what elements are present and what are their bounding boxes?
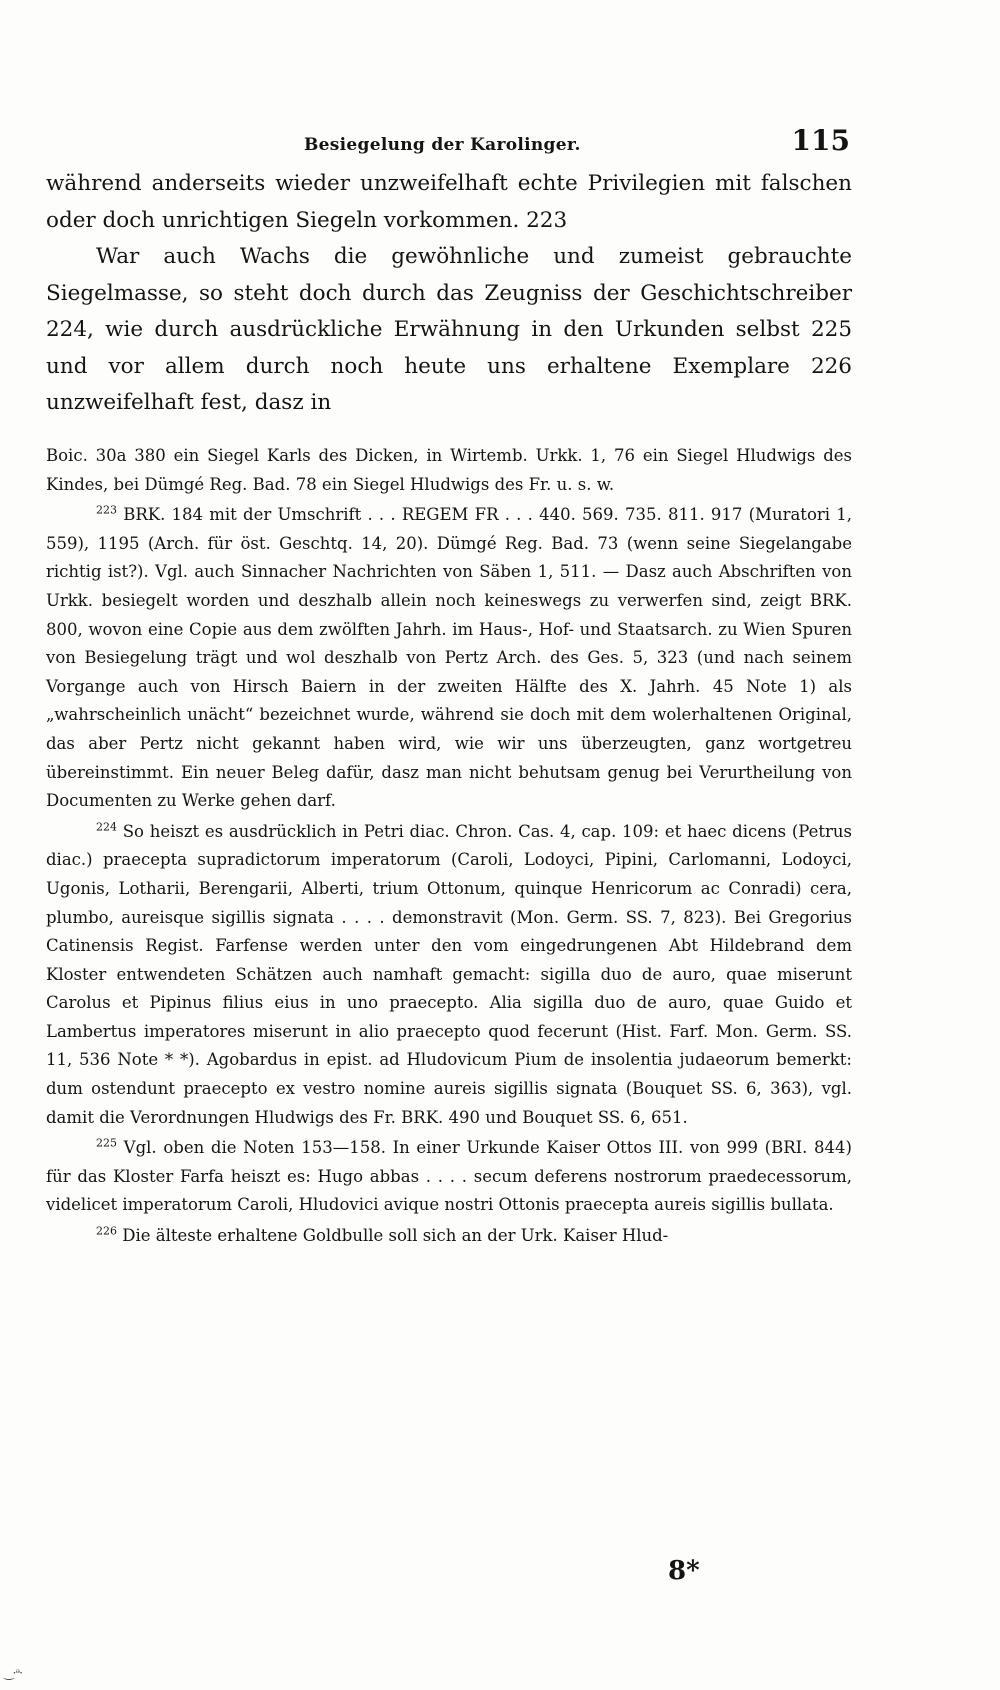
footnote-marker: 226 <box>96 1224 117 1238</box>
footnotes <box>46 442 852 1253</box>
body-paragraph: während anderseits wieder unzweifelhaft echte Privilegien mit falschen oder doch unrichtigen Siegeln vorkommen. 223 <box>46 171 852 233</box>
footnote-text: Die älteste erhaltene Goldbulle soll sich an der Urk. Kaiser Hlud- <box>122 1226 669 1246</box>
footnote-text: BRK. 184 mit der Umschrift . . . REGEM FR . . . 440. 569. 735. 811. 917 (Muratori 1, 559), 1195 (Arch. für öst. Geschtq. 14, 20). Dümgé Reg. Bad. 73 (wenn seine Siegelangabe richtig ist?). Vgl. auch Sinnacher Nachrichten von Säben 1, 511. — Dasz auch Abschriften von Urkk. besiegelt worden und deszhalb allein noch keineswegs zu verwerfen sind, zeigt BRK. 800, wovon eine Copie aus dem zwölften Jahrh. im Haus-, Hof- und Staatsarch. zu Wien Spuren von Besiegelung trägt und wol deszhalb von Pertz Arch. des Ges. 5, 323 (und nach seinem Vorgange auch von Hirsch Baiern in der zweiten Hälfte des X. Jahrh. 45 Note 1) als „wahrscheinlich unächt“ bezeichnet wurde, während sie doch mit dem wolerhaltenen Original, das aber Pertz nicht gekannt haben wird, wie wir uns überzeugten, ganz wortgetreu übereinstimmt. Ein neuer Beleg dafür, dasz man nicht behutsam genug bei Verurtheilung von Documenten zu Werke gehen darf. <box>46 505 852 811</box>
footnote-223 <box>46 501 852 816</box>
footnote-226 <box>46 1222 852 1251</box>
page-number: 115 <box>791 124 850 157</box>
footnote-225 <box>46 1134 852 1220</box>
running-title: Besiegelung der Karolinger. <box>304 135 581 155</box>
footnote-224 <box>46 818 852 1133</box>
footnote-marker: 225 <box>96 1136 117 1150</box>
body-paragraph: War auch Wachs die gewöhnliche und zumeist gebrauchte Siegelmasse, so steht doch durch das Zeugniss der Geschichtschreiber 224, wie durch ausdrückliche Erwähnung in den Urkunden selbst 225 und vor allem durch noch heute uns erhaltene Exemplare 226 unzweifelhaft fest, dasz in <box>46 244 852 415</box>
signature-mark: 8* <box>668 1556 700 1586</box>
footnote-continued: Boic. 30a 380 ein Siegel Karls des Dicken, in Wirtemb. Urkk. 1, 76 ein Siegel Hludwigs des Kindes, bei Dümgé Reg. Bad. 78 ein Siegel Hludwigs des Fr. u. s. w. <box>46 446 852 494</box>
footnote-text: Vgl. oben die Noten 153—158. In einer Urkunde Kaiser Ottos III. von 999 (BRI. 844) für das Kloster Farfa heiszt es: Hugo abbas . . . . secum deferens nostrorum praedecessorum, videlicet imperatorum Caroli, Hludovici avique nostri Ottonis praecepta aureis sigillis bullata. <box>46 1138 852 1215</box>
footnote-marker: 224 <box>96 820 117 834</box>
main-text <box>46 166 852 422</box>
footnote-marker: 223 <box>96 503 117 517</box>
running-header <box>280 124 850 157</box>
scan-corner-mark: ‿·ᵊ· <box>4 1666 22 1680</box>
footnote-text: So heiszt es ausdrücklich in Petri diac. Chron. Cas. 4, cap. 109: et haec dicens (Petrus diac.) praecepta supradictorum imperatorum (Caroli, Lodoyci, Pipini, Carlomanni, Lodoyci, Ugonis, Lotharii, Berengarii, Alberti, trium Ottonum, quinque Henricorum ac Conradi) cera, plumbo, aureisque sigillis signata . . . . demonstravit (Mon. Germ. SS. 7, 823). Bei Gregorius Catinensis Regist. Farfense werden unter den vom eingedrungenen Abt Hildebrand dem Kloster entwendeten Schätzen auch namhaft gemacht: sigilla duo de auro, quae miserunt Carolus et Pipinus filius eius in uno praecepto. Alia sigilla duo de auro, quae Guido et Lambertus imperatores miserunt in alio praecepto quod fecerunt (Hist. Farf. Mon. Germ. SS. 11, 536 Note * *). Agobardus in epist. ad Hludovicum Pium de insolentia judaeorum bemerkt: dum ostendunt praecepto ex vestro nomine aureis sigillis signata (Bouquet SS. 6, 363), vgl. damit die Verordnungen Hludwigs des Fr. BRK. 490 und Bouquet SS. 6, 651. <box>46 821 852 1127</box>
